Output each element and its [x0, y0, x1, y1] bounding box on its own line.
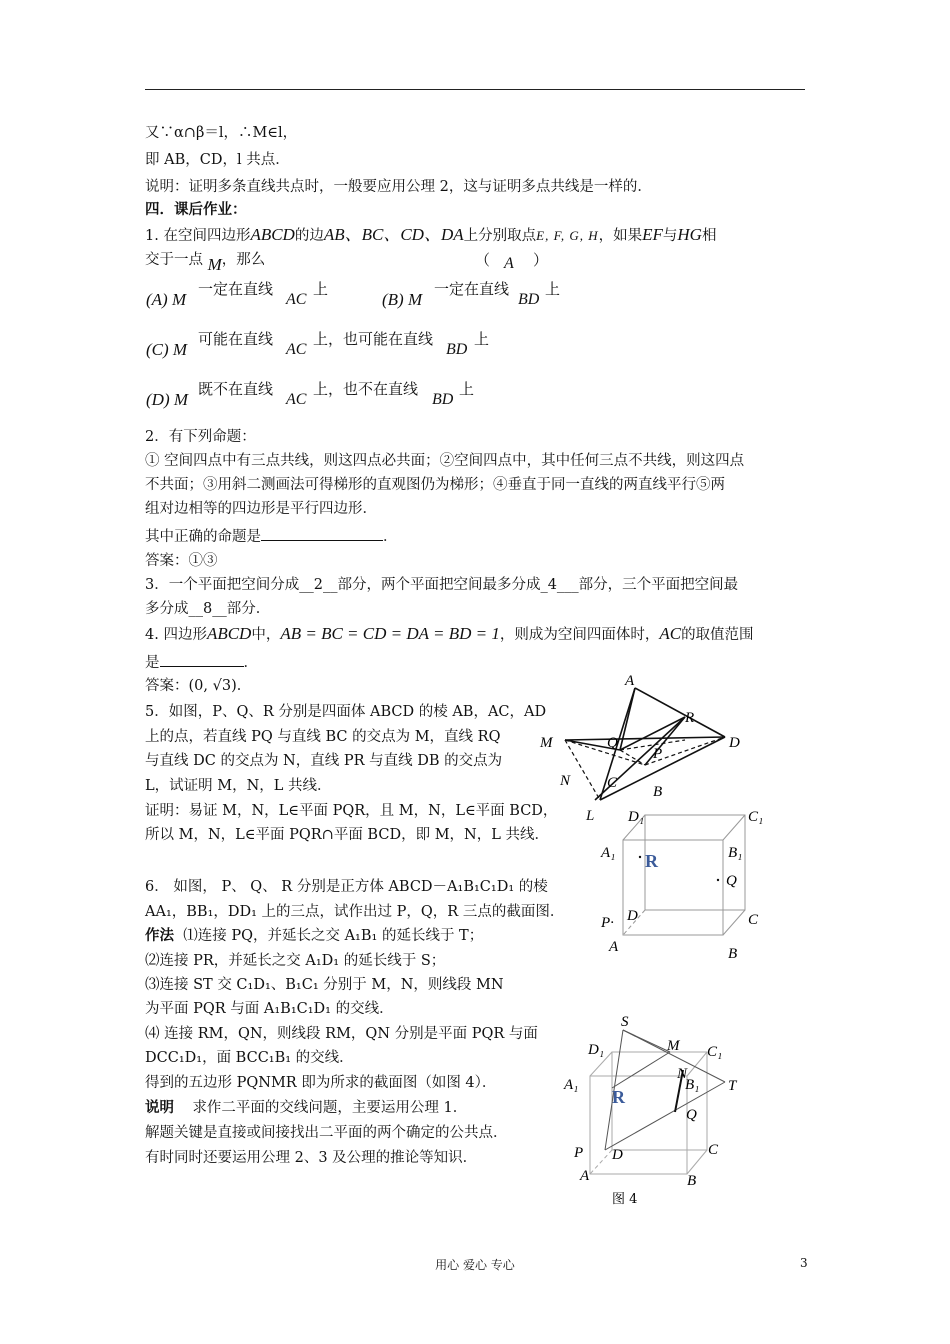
text-line: 证明：易证 M，N，L∈平面 PQR，且 M，N，L∈平面 BCD， — [145, 803, 558, 819]
option-c-line-2: BD — [446, 341, 468, 358]
question-4-line-1 — [145, 625, 754, 644]
option-a-label: (A) M — [146, 290, 187, 309]
text: 的取值范围 — [681, 627, 754, 643]
text: 相 — [701, 228, 717, 244]
option-d-label: (D) M — [146, 390, 189, 409]
section-heading: 四．课后作业： — [145, 201, 247, 218]
label-d1: D₁ — [628, 809, 645, 825]
option-b-text: 一定在直线 — [434, 280, 510, 298]
option-b-end: 上 — [545, 280, 561, 298]
label-c1: C₁ — [748, 809, 764, 825]
option-c-end: 上 — [474, 330, 490, 348]
text-line: 组对边相等的四边形是平行四边形． — [145, 501, 377, 517]
header-rule — [145, 89, 805, 90]
label-b1: B₁ — [685, 1077, 700, 1093]
option-a-line: AC — [286, 291, 307, 308]
text: 的边 — [294, 228, 324, 244]
text: 上分别取点 — [463, 228, 537, 244]
label-a1: A₁ — [564, 1077, 579, 1093]
text-line: 与直线 DC 的交点为 N，直线 PR 与直线 DB 的交点为 — [145, 753, 503, 769]
math: M — [207, 255, 222, 274]
question-1-line-2 — [145, 250, 266, 274]
text-line: 说明：证明多条直线共点时，一般要应用公理 2，这与证明多点共线是一样的． — [145, 179, 652, 195]
label-l: L — [586, 808, 595, 824]
math: HG — [677, 225, 702, 244]
text-line — [145, 526, 398, 546]
text: ，则成为空间四面体时， — [499, 627, 660, 643]
figure-caption: 图 4 — [612, 1192, 638, 1207]
label-a1: A₁ — [601, 845, 616, 861]
text-line: 答案：①③ — [145, 553, 218, 569]
text: 求作二平面的交线问题，主要运用公理 1． — [192, 1100, 468, 1116]
option-d-line: AC — [286, 391, 307, 408]
label-p: P· — [601, 915, 614, 931]
label-c: C — [708, 1142, 719, 1158]
text-line: 多分成__8__部分． — [145, 601, 271, 617]
text: 其中正确的命题是 — [145, 529, 261, 545]
text: 交于一点 — [145, 252, 203, 268]
label-b: B — [687, 1173, 697, 1189]
text: 与 — [662, 228, 678, 244]
label-b1: B₁ — [728, 845, 743, 861]
label-n: N — [560, 773, 571, 789]
text-line: DCC₁D₁，面 BCC₁B₁ 的交线． — [145, 1050, 354, 1066]
option-d-line-2: BD — [432, 391, 454, 408]
text-line: AA₁，BB₁，DD₁ 上的三点，试作出过 P，Q，R 三点的截面图． — [145, 904, 565, 920]
label: 作法 — [145, 927, 174, 944]
answer-blank — [160, 652, 244, 667]
math: AB = BC = CD = DA = BD = 1 — [280, 624, 500, 643]
label-d: D — [729, 735, 740, 751]
text-line: 解题关键是直接或间接找出二平面的两个确定的公共点． — [145, 1125, 508, 1141]
tetrahedron-figure — [535, 665, 755, 825]
label-p: P — [653, 746, 663, 762]
label-p: P — [574, 1145, 584, 1161]
text: ． — [383, 529, 398, 545]
label-q: Q — [686, 1107, 697, 1123]
label-m: M — [667, 1038, 680, 1054]
label-b: B — [728, 946, 738, 962]
label-a: A — [609, 939, 619, 955]
text: ，如果 — [598, 228, 643, 244]
label-n: N — [677, 1066, 688, 1082]
option-c-mid: 上，也可能在直线 — [313, 330, 434, 348]
label-c: C — [607, 775, 618, 791]
label-a: A — [580, 1168, 590, 1184]
text-line — [145, 1099, 467, 1117]
math: E, F, G, H — [536, 228, 599, 243]
answer-value: A — [504, 255, 514, 272]
option-c-label: (C) M — [146, 340, 188, 359]
text-line: ⑶连接 ST 交 C₁D₁、B₁C₁ 分别于 M，N，则线段 MN — [145, 977, 504, 993]
option-a-text: 一定在直线 — [198, 280, 274, 298]
cube-figure — [595, 805, 785, 965]
option-b-label: (B) M — [382, 290, 423, 309]
label: 说明 — [145, 1099, 174, 1116]
text-line: L，试证明 M，N，L 共线． — [145, 778, 332, 794]
label-a: A — [625, 673, 635, 689]
math: AC — [659, 624, 682, 643]
text-line: 有时同时还要运用公理 2、3 及公理的推论等知识． — [145, 1150, 478, 1166]
label-t: T — [728, 1078, 737, 1094]
footer-text: 用心 爱心 专心 — [435, 1258, 515, 1272]
option-d-end: 上 — [459, 380, 475, 398]
label-r: R — [612, 1087, 625, 1107]
label-s: S — [621, 1014, 629, 1030]
label-q: Q — [607, 735, 618, 751]
cube-section-figure — [560, 1010, 760, 1210]
page-number: 3 — [800, 1256, 808, 1270]
label-m: M — [540, 735, 553, 751]
text: 1. 在空间四边形 — [145, 228, 251, 244]
math: EF — [642, 225, 663, 244]
answer-blank — [261, 526, 383, 541]
label-c1: C₁ — [707, 1044, 723, 1060]
option-b-line: BD — [518, 291, 540, 308]
text: ，那么 — [221, 252, 266, 268]
math: ABCD — [206, 624, 252, 643]
text-line: 上的点，若直线 PQ 与直线 BC 的交点为 M，直线 RQ — [145, 729, 501, 745]
text-line — [145, 652, 258, 672]
text-line: 3．一个平面把空间分成__2__部分，两个平面把空间最多分成_4___部分，三个平面把空间最 — [145, 577, 739, 593]
text-line: 6． 如图， P、 Q、 R 分别是正方体 ABCD－A₁B₁C₁D₁ 的棱 — [145, 879, 548, 895]
label-d: D — [627, 908, 638, 924]
text: 4. 四边形 — [145, 627, 207, 643]
option-c-line: AC — [286, 341, 307, 358]
label-r: R — [685, 710, 695, 726]
text: 是 — [145, 655, 160, 671]
label-c: C — [748, 912, 759, 928]
text-line: 又∵α∩β＝l，∴M∈l， — [145, 125, 298, 141]
text-line: 2．有下列命题： — [145, 429, 256, 445]
text-line — [145, 927, 483, 945]
option-d-mid: 上，也不在直线 — [313, 380, 419, 398]
text-line: 即 AB，CD，l 共点． — [145, 152, 290, 168]
text-line: 所以 M，N，L∈平面 PQR∩平面 BCD，即 M，N，L 共线． — [145, 827, 549, 843]
label-b: B — [653, 784, 663, 800]
text-line: ⑵连接 PR，并延长之交 A₁D₁ 的延长线于 S； — [145, 953, 446, 969]
option-a-end: 上 — [313, 280, 329, 298]
option-d-text: 既不在直线 — [198, 380, 274, 398]
text-line: 不共面；③用斜二测画法可得梯形的直观图仍为梯形；④垂直于同一直线的两直线平行⑤两 — [145, 477, 725, 493]
text-line: 5．如图，P、Q、R 分别是四面体 ABCD 的棱 AB，AC，AD — [145, 704, 547, 720]
text-line: 答案：(0, √3)． — [145, 678, 252, 694]
text: ． — [243, 655, 258, 671]
text: ⑴连接 PQ，并延长之交 A₁B₁ 的延长线于 T； — [183, 928, 484, 944]
text-line: 为平面 PQR 与面 A₁B₁C₁D₁ 的交线． — [145, 1001, 394, 1017]
label-d1: D₁ — [588, 1042, 605, 1058]
text-line: ⑷ 连接 RM，QN，则线段 RM，QN 分别是平面 PQR 与面 — [145, 1026, 538, 1042]
text-line: 得到的五边形 PQNMR 即为所求的截面图（如图 4）． — [145, 1075, 497, 1091]
answer-paren-close: ） — [533, 251, 549, 269]
label-q: Q — [726, 873, 737, 889]
text-line: ① 空间四点中有三点共线，则这四点必共面；②空间四点中，其中任何三点不共线，则这四点 — [145, 453, 745, 469]
math: AB、BC、CD、DA — [323, 225, 464, 244]
math: ABCD — [250, 225, 295, 244]
option-c-text: 可能在直线 — [198, 330, 274, 348]
question-1-line-1 — [145, 226, 716, 245]
answer-paren-open: （ — [475, 251, 491, 269]
text: 中， — [251, 627, 281, 643]
label-r: R — [645, 851, 658, 871]
label-d: D — [612, 1147, 623, 1163]
